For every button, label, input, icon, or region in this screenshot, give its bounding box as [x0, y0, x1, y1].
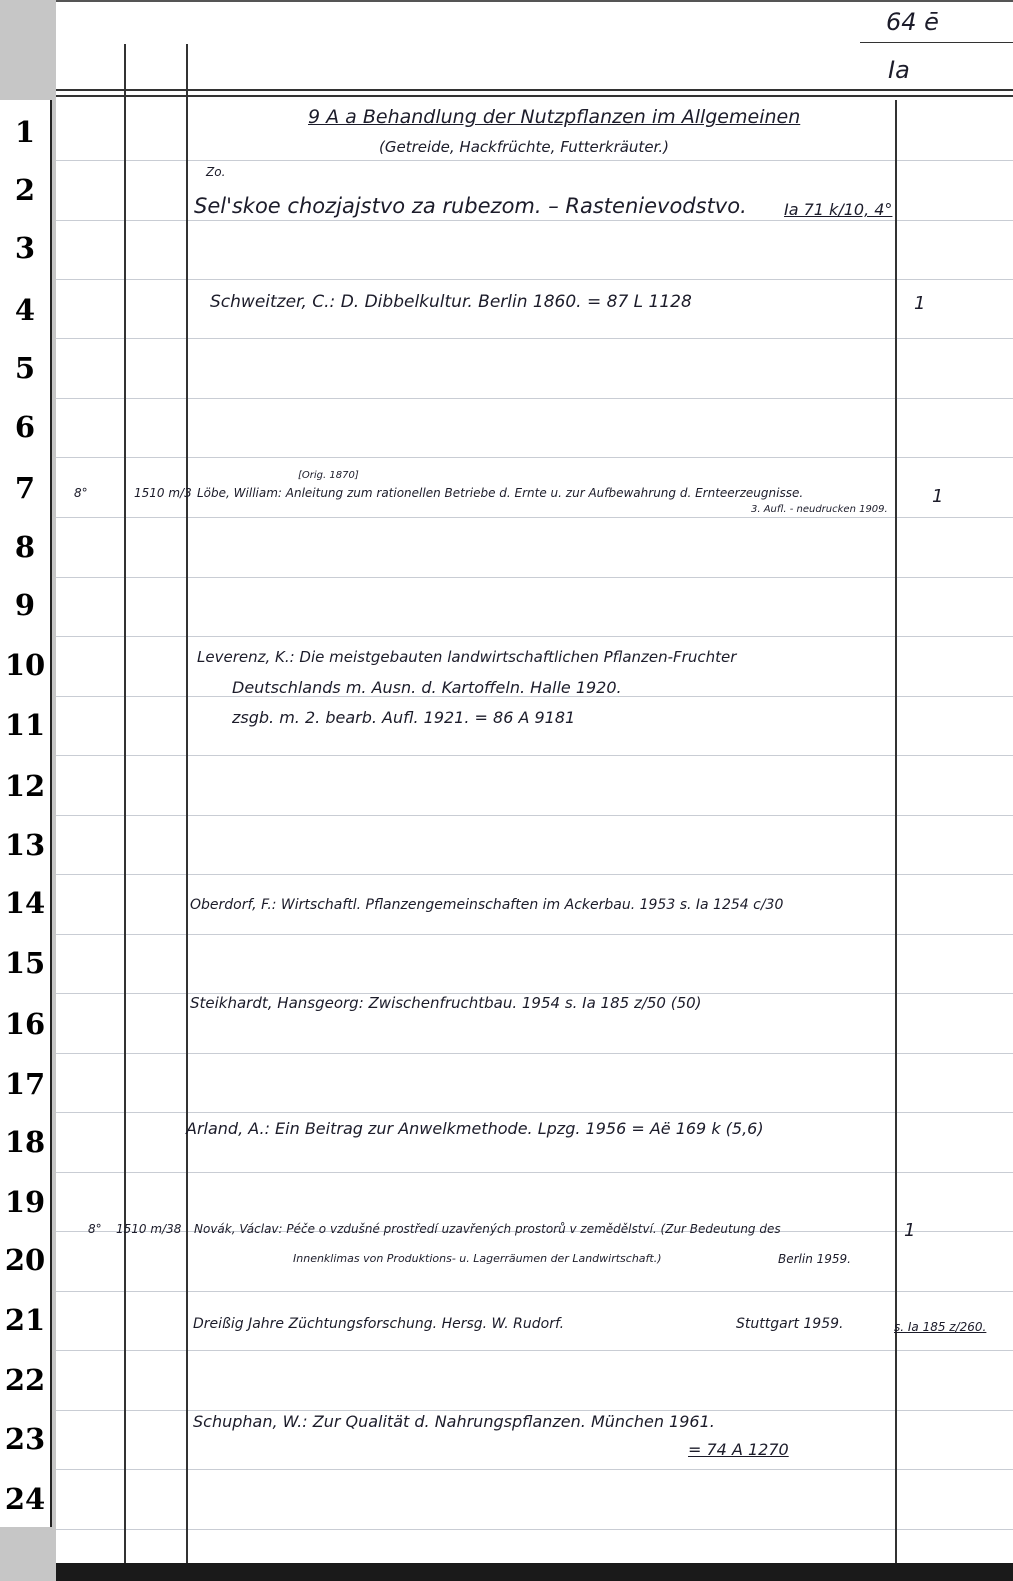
entry-text-continued: Deutschlands m. Ausn. d. Kartoffeln. Halle 1920. — [232, 678, 622, 697]
row-number: 4 — [14, 293, 36, 327]
ruled-line — [56, 577, 1013, 578]
ruled-line — [56, 1112, 1013, 1113]
ruled-line — [56, 1529, 1013, 1530]
entry-text: Arland, A.: Ein Beitrag zur Anwelkmethode. Lpzg. 1956 = Aë 169 k (5,6) — [186, 1119, 764, 1138]
ruled-line — [56, 457, 1013, 458]
header-rule-lower — [56, 95, 1013, 97]
row-number: 18 — [4, 1125, 46, 1159]
entry-shelfmark: 1510 m/38 — [116, 1222, 182, 1236]
entry-text: Leverenz, K.: Die meistgebauten landwirtschaftlichen Pflanzen-Fruchter — [197, 648, 737, 666]
entry-text: Novák, Václav: Péče o vzdušné prostředí uzavřených prostorů v zemědělství. (Zur Bedeutung des — [194, 1222, 781, 1236]
row-number: 6 — [14, 410, 36, 444]
ruled-line — [56, 636, 1013, 637]
row-number: 12 — [4, 769, 46, 803]
ruled-line — [56, 1291, 1013, 1292]
ruled-line — [56, 398, 1013, 399]
entry-count: 1 — [904, 1220, 916, 1241]
ruled-line — [56, 815, 1013, 816]
ruled-line — [56, 338, 1013, 339]
ruled-line — [56, 220, 1013, 221]
entry-signature: Ia 71 k/10, 4° — [784, 200, 893, 219]
column-divider-count — [895, 100, 897, 1581]
row-number-gutter — [0, 0, 56, 1581]
ruled-line — [56, 1469, 1013, 1470]
entry-text: Sel'skoe chozjajstvo za rubezom. – Rastenievodstvo. — [194, 194, 747, 218]
row-number: 3 — [14, 231, 36, 265]
entry-text: Steikhardt, Hansgeorg: Zwischenfruchtbau. 1954 s. Ia 185 z/50 (50) — [190, 994, 702, 1012]
column-divider-format — [124, 44, 126, 1581]
row-number: 15 — [4, 946, 46, 980]
row-number: 24 — [4, 1482, 46, 1516]
row-number: 13 — [4, 828, 46, 862]
row-number: 16 — [4, 1007, 46, 1041]
entry-text: Dreißig Jahre Züchtungsforschung. Hersg. W. Rudorf. — [193, 1316, 565, 1332]
row-number: 17 — [4, 1067, 46, 1101]
row-number: 9 — [14, 588, 36, 622]
entry-place: Stuttgart 1959. — [736, 1316, 844, 1332]
entry-text: Schuphan, W.: Zur Qualität d. Nahrungspflanzen. München 1961. — [193, 1412, 715, 1431]
ruled-line — [56, 1410, 1013, 1411]
ruled-line — [56, 1053, 1013, 1054]
row-number: 21 — [4, 1303, 46, 1337]
entry-shelfmark: 1510 m/3 — [134, 486, 192, 500]
ruled-line — [56, 934, 1013, 935]
entry-count: 1 — [914, 293, 926, 314]
row-number: 23 — [4, 1422, 46, 1456]
entry-format: 8° — [88, 1222, 102, 1236]
page-number-rule — [860, 42, 1013, 43]
row-number: 19 — [4, 1185, 46, 1219]
ruled-line — [56, 1172, 1013, 1173]
section-code: Ia — [888, 56, 910, 84]
row-number: 14 — [4, 886, 46, 920]
entry-text: Löbe, William: Anleitung zum rationellen Betriebe d. Ernte u. zur Aufbewahrung d. Ernteerzeugnisse. — [197, 486, 804, 500]
row-number: 22 — [4, 1363, 46, 1397]
entry-edition-note: 3. Aufl. - neudrucken 1909. — [751, 504, 888, 515]
entry-text-continued: Innenklimas von Produktions- u. Lagerräumen der Landwirtschaft.) — [293, 1252, 662, 1265]
column-divider-signature — [186, 44, 188, 1581]
entry-format: 8° — [74, 486, 88, 500]
bottom-edge — [56, 1563, 1013, 1581]
ruled-line — [56, 517, 1013, 518]
row-number: 11 — [4, 708, 46, 742]
row-number: 20 — [4, 1243, 46, 1277]
ruled-line — [56, 1350, 1013, 1351]
row-number: 2 — [14, 173, 36, 207]
entry-shelfmark: = 74 A 1270 — [688, 1440, 789, 1459]
ledger-sheet — [56, 0, 1013, 1581]
header-rule-upper — [56, 89, 1013, 91]
row-number: 5 — [14, 351, 36, 385]
row-number: 10 — [4, 648, 46, 682]
entry-count: 1 — [932, 486, 944, 507]
row-number: 7 — [14, 471, 36, 505]
ruled-line — [56, 160, 1013, 161]
row-number: 1 — [14, 115, 36, 149]
section-subheading: (Getreide, Hackfrüchte, Futterkräuter.) — [379, 138, 669, 156]
top-edge-line — [56, 0, 1013, 2]
entry-place: Berlin 1959. — [778, 1252, 851, 1266]
entry-superscript: Zo. — [206, 165, 226, 179]
row-number: 8 — [14, 530, 36, 564]
entry-note: [Orig. 1870] — [298, 470, 359, 481]
ruled-line — [56, 755, 1013, 756]
entry-text-continued: zsgb. m. 2. bearb. Aufl. 1921. = 86 A 9181 — [232, 708, 576, 727]
ruled-line — [56, 874, 1013, 875]
entry-text: Oberdorf, F.: Wirtschaftl. Pflanzengemeinschaften im Ackerbau. 1953 s. Ia 1254 c/30 — [190, 897, 784, 913]
page-number: 64 ē — [886, 8, 939, 36]
ruled-line — [56, 279, 1013, 280]
entry-text: Schweitzer, C.: D. Dibbelkultur. Berlin 1860. = 87 L 1128 — [210, 292, 692, 312]
entry-signature: s. Ia 185 z/260. — [894, 1320, 987, 1334]
section-heading: 9 A a Behandlung der Nutzpflanzen im Allgemeinen — [308, 106, 801, 128]
row-number-strip — [0, 100, 52, 1527]
